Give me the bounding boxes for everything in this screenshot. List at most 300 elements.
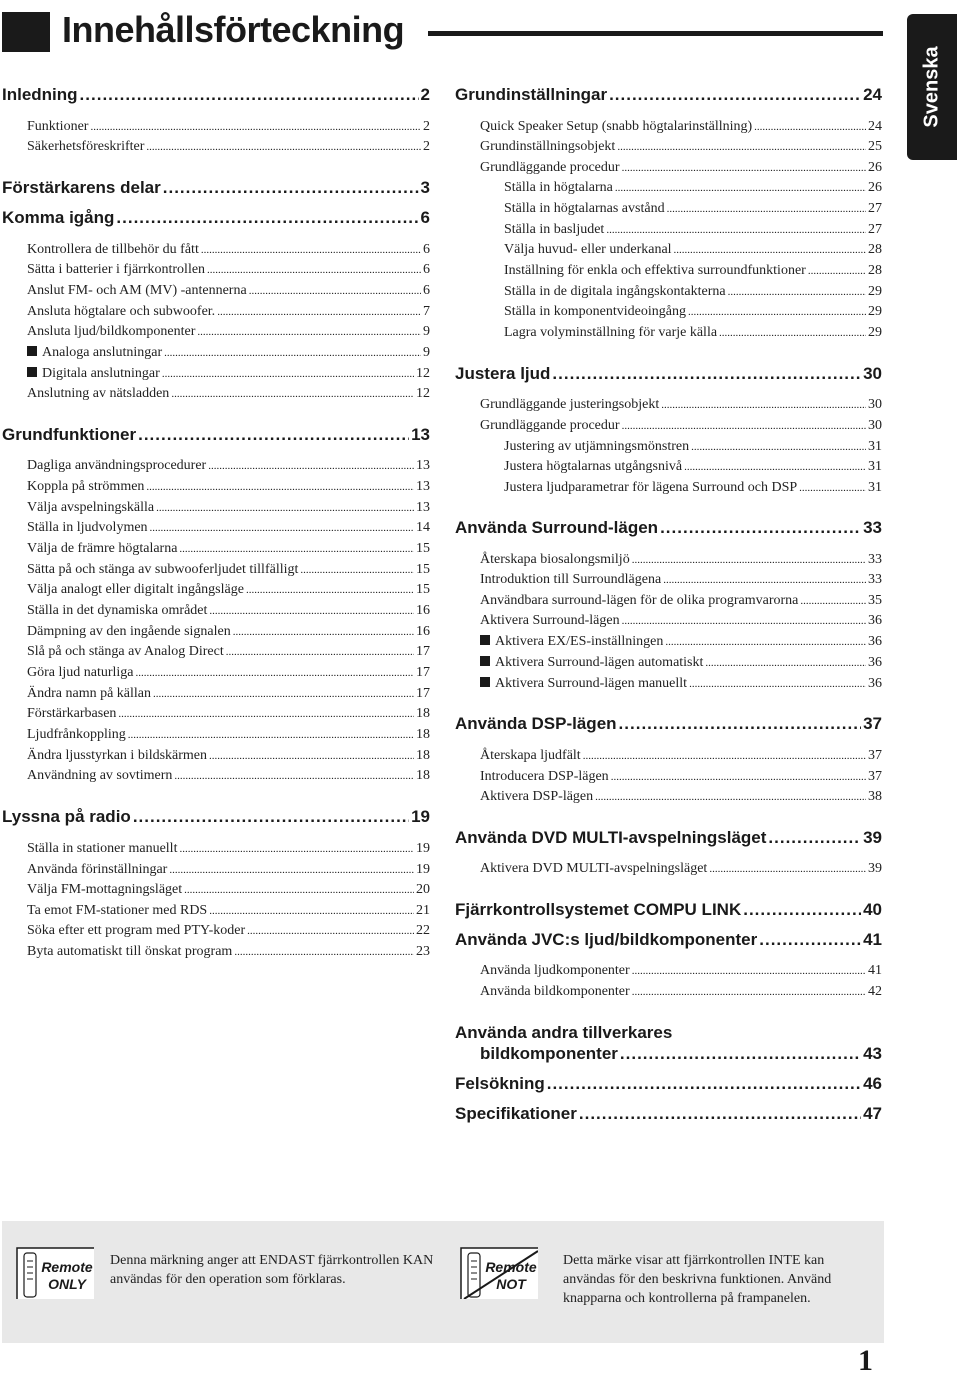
toc-entry-title: Använda andra tillverkares xyxy=(455,1023,673,1042)
toc-entry-title: Slå på och stänga av Analog Direct xyxy=(27,644,224,659)
dot-leader xyxy=(552,363,861,385)
toc-entry xyxy=(27,478,430,496)
dot-leader xyxy=(179,840,414,858)
dot-leader xyxy=(595,788,866,806)
toc-entry-page: 16 xyxy=(416,603,430,618)
toc-entry xyxy=(480,788,882,806)
toc-section-heading xyxy=(455,1073,882,1095)
remote-not-text: Detta märke visar att fjärrkontrollen INTE kan användas för den beskrivna funktionen. Använd knapparna och kontrollerna på frampanelen. xyxy=(563,1253,832,1306)
toc-entry-page: 33 xyxy=(868,552,882,567)
dot-leader xyxy=(197,323,421,341)
toc-section-heading xyxy=(455,713,882,735)
toc-entry-page: 29 xyxy=(868,325,882,340)
dot-leader xyxy=(201,241,421,259)
toc-section-heading xyxy=(2,177,430,199)
toc-entry-page: 9 xyxy=(423,324,430,339)
dot-leader xyxy=(620,1043,861,1065)
dot-leader xyxy=(156,499,414,517)
toc-entry-page: 19 xyxy=(416,862,430,877)
toc-entry-title: Ställa in högtalarna xyxy=(504,180,613,195)
toc-section-heading xyxy=(455,1103,882,1125)
dot-leader xyxy=(768,827,861,849)
dot-leader xyxy=(688,303,866,321)
toc-section-heading xyxy=(2,207,430,229)
toc-entry xyxy=(27,767,430,785)
dot-leader xyxy=(622,612,866,630)
toc-entry-title: bildkomponenter xyxy=(480,1044,618,1063)
bullet-square-icon xyxy=(480,677,490,687)
toc-entry-page: 2 xyxy=(420,85,430,104)
toc-entry-page: 15 xyxy=(416,582,430,597)
toc-entry-page: 6 xyxy=(420,208,430,227)
toc-entry-page: 25 xyxy=(868,139,882,154)
toc-entry-title: Ställa in högtalarnas avstånd xyxy=(504,201,665,216)
toc-entry-title: Förstärkarbasen xyxy=(27,706,117,721)
dot-leader xyxy=(622,159,866,177)
page-number: 1 xyxy=(858,1344,873,1377)
dot-leader xyxy=(171,385,414,403)
toc-entry-title: Kontrollera de tillbehör du fått xyxy=(27,242,199,257)
dot-leader xyxy=(759,929,861,951)
language-tab xyxy=(907,14,957,160)
toc-entry-title: Använda ljudkomponenter xyxy=(480,963,630,978)
toc-entry-title: Göra ljud naturliga xyxy=(27,665,134,680)
toc-entry xyxy=(480,983,882,1001)
toc-entry xyxy=(504,324,882,342)
dot-leader xyxy=(619,713,862,735)
toc-entry xyxy=(480,551,882,569)
toc-entry-title: Söka efter ett program med PTY-koder xyxy=(27,923,246,938)
toc-entry-page: 28 xyxy=(868,242,882,257)
dot-leader xyxy=(80,84,419,106)
toc-entry-title: Justera ljudparametrar för lägena Surround och DSP xyxy=(504,480,798,495)
toc-entry-page: 17 xyxy=(416,686,430,701)
toc-entry-title: Sätta på och stänga av subwooferljudet tillfälligt xyxy=(27,562,299,577)
toc-entry xyxy=(480,860,882,878)
toc-entry-page: 37 xyxy=(868,748,882,763)
toc-entry-title: Ljudfrånkoppling xyxy=(27,727,126,742)
toc-entry xyxy=(27,519,430,537)
bullet-square-icon xyxy=(27,367,37,377)
toc-entry-page: 41 xyxy=(863,930,882,949)
dot-leader xyxy=(808,262,866,280)
dot-leader xyxy=(674,241,866,259)
toc-entry-page: 16 xyxy=(416,624,430,639)
toc-entry-page: 9 xyxy=(423,345,430,360)
toc-section-heading xyxy=(455,517,882,539)
toc-entry-page: 21 xyxy=(416,903,430,918)
toc-entry xyxy=(504,262,882,280)
toc-entry xyxy=(27,581,430,599)
dot-leader xyxy=(153,685,414,703)
toc-entry xyxy=(504,303,882,321)
remote-only-icon xyxy=(16,1247,94,1299)
toc-entry-title: Använda bildkomponenter xyxy=(480,984,630,999)
toc-entry-title: Dämpning av den ingående signalen xyxy=(27,624,231,639)
dot-leader xyxy=(163,177,419,199)
toc-entry xyxy=(27,902,430,920)
dot-leader xyxy=(632,551,866,569)
dot-leader xyxy=(632,962,866,980)
toc-entry-page: 27 xyxy=(868,222,882,237)
toc-entry xyxy=(27,747,430,765)
dot-leader xyxy=(150,519,414,537)
toc-entry-title: Specifikationer xyxy=(455,1104,577,1123)
toc-entry-title: Grundinställningsobjekt xyxy=(480,139,616,154)
toc-entry-title: Lagra volyminställning för varje källa xyxy=(504,325,718,340)
remote-only-icon-line2: ONLY xyxy=(48,1276,86,1292)
toc-section-heading xyxy=(455,1022,882,1044)
toc-entry-page: 30 xyxy=(863,364,882,383)
toc-entry xyxy=(504,458,882,476)
toc-entry-title: Grundläggande procedur xyxy=(480,160,620,175)
toc-entry xyxy=(480,747,882,765)
dot-leader xyxy=(179,540,414,558)
bullet-square-icon xyxy=(480,635,490,645)
toc-entry-title: Använda Surround-lägen xyxy=(455,518,659,537)
toc-entry-page: 2 xyxy=(423,139,430,154)
toc-section-heading xyxy=(455,827,882,849)
toc-entry xyxy=(27,705,430,723)
toc-entry-title: Grundläggande procedur xyxy=(480,418,620,433)
dot-leader xyxy=(146,478,414,496)
toc-entry-page: 33 xyxy=(863,518,882,537)
toc-entry-title: Koppla på strömmen xyxy=(27,479,145,494)
dot-leader xyxy=(547,1073,861,1095)
toc-entry-page: 41 xyxy=(868,963,882,978)
toc-entry xyxy=(27,726,430,744)
toc-entry-page: 2 xyxy=(423,119,430,134)
toc-entry-page: 31 xyxy=(868,459,882,474)
dot-leader xyxy=(118,705,414,723)
dot-leader xyxy=(133,806,409,828)
toc-section-heading xyxy=(480,1043,882,1065)
toc-entry-page: 13 xyxy=(416,479,430,494)
dot-leader xyxy=(705,654,866,672)
remote-not-icon xyxy=(460,1247,538,1299)
toc-entry xyxy=(480,118,882,136)
dot-leader xyxy=(728,283,866,301)
toc-entry-page: 15 xyxy=(416,541,430,556)
toc-entry-page: 36 xyxy=(868,676,882,691)
toc-entry-page: 12 xyxy=(416,366,430,381)
dot-leader xyxy=(138,424,409,446)
toc-entry-title: Användbara surround-lägen för de olika programvarorna xyxy=(480,593,799,608)
toc-entry-title: Felsökning xyxy=(455,1074,545,1093)
toc-entry-title: Ställa in det dynamiska området xyxy=(27,603,208,618)
toc-entry-page: 36 xyxy=(868,634,882,649)
toc-entry-page: 23 xyxy=(416,944,430,959)
toc-entry-title: Använda förinställningar xyxy=(27,862,168,877)
toc-entry xyxy=(27,118,430,136)
dot-leader xyxy=(632,983,866,1001)
toc-entry-page: 35 xyxy=(868,593,882,608)
toc-entry xyxy=(27,457,430,475)
toc-entry xyxy=(27,561,430,579)
toc-section-heading xyxy=(455,84,882,106)
toc-entry-page: 12 xyxy=(416,386,430,401)
toc-entry xyxy=(27,344,430,362)
toc-entry xyxy=(480,654,882,672)
dot-leader xyxy=(208,457,414,475)
toc-entry xyxy=(27,664,430,682)
toc-entry-page: 6 xyxy=(423,242,430,257)
toc-entry-page: 31 xyxy=(868,480,882,495)
toc-entry xyxy=(27,499,430,517)
toc-entry-title: Lyssna på radio xyxy=(2,807,131,826)
toc-entry-page: 24 xyxy=(868,119,882,134)
dot-leader xyxy=(667,200,866,218)
toc-entry-title: Ändra ljusstyrkan i bildskärmen xyxy=(27,748,208,763)
toc-section-heading xyxy=(455,929,882,951)
toc-entry xyxy=(480,962,882,980)
toc-entry-title: Justering av utjämningsmönstren xyxy=(504,439,690,454)
toc-entry-page: 42 xyxy=(868,984,882,999)
toc-entry xyxy=(27,241,430,259)
toc-entry-page: 19 xyxy=(416,841,430,856)
toc-entry-title: Grundläggande justeringsobjekt xyxy=(480,397,660,412)
toc-entry-page: 20 xyxy=(416,882,430,897)
toc-entry xyxy=(504,438,882,456)
toc-entry-page: 18 xyxy=(416,748,430,763)
toc-entry-page: 13 xyxy=(411,425,430,444)
dot-leader xyxy=(609,84,861,106)
toc-entry-page: 43 xyxy=(863,1044,882,1063)
toc-entry-title: Ställa in de digitala ingångskontakterna xyxy=(504,284,726,299)
dot-leader xyxy=(249,282,421,300)
toc-entry-title: Välja FM-mottagningsläget xyxy=(27,882,183,897)
toc-entry-page: 14 xyxy=(416,520,430,535)
bullet-square-icon xyxy=(27,346,37,356)
dot-leader xyxy=(615,179,866,197)
toc-entry-page: 28 xyxy=(868,263,882,278)
toc-entry-title: Ställa in stationer manuellt xyxy=(27,841,178,856)
toc-entry-title: Säkerhetsföreskrifter xyxy=(27,139,145,154)
toc-entry xyxy=(504,221,882,239)
toc-entry-page: 6 xyxy=(423,262,430,277)
toc-entry-title: Ansluta högtalare och subwoofer. xyxy=(27,304,216,319)
dot-leader xyxy=(246,581,414,599)
toc-entry xyxy=(27,385,430,403)
dot-leader xyxy=(233,623,414,641)
toc-entry-title: Aktivera Surround-lägen xyxy=(480,613,620,628)
toc-entry-page: 37 xyxy=(863,714,882,733)
toc-entry xyxy=(27,922,430,940)
dot-leader xyxy=(661,396,866,414)
header-square xyxy=(2,12,50,52)
toc-entry-title: Sätta i batterier i fjärrkontrollen xyxy=(27,262,206,277)
toc-entry-page: 19 xyxy=(411,807,430,826)
toc-entry xyxy=(480,138,882,156)
toc-entry xyxy=(504,200,882,218)
dot-leader xyxy=(719,324,866,342)
page-title: Innehållsförteckning xyxy=(62,9,405,50)
toc-entry-page: 13 xyxy=(416,458,430,473)
toc-entry-title: Grundinställningar xyxy=(455,85,608,104)
toc-entry-page: 3 xyxy=(420,178,430,197)
dot-leader xyxy=(606,221,866,239)
toc-entry xyxy=(504,283,882,301)
dot-leader xyxy=(209,902,414,920)
dot-leader xyxy=(300,561,414,579)
toc-entry-page: 30 xyxy=(868,418,882,433)
toc-entry-page: 47 xyxy=(863,1104,882,1123)
toc-entry xyxy=(480,675,882,693)
dot-leader xyxy=(128,726,414,744)
toc-entry-title: Välja analogt eller digitalt ingångsläge xyxy=(27,582,244,597)
toc-entry-page: 13 xyxy=(416,500,430,515)
dot-leader xyxy=(660,517,861,539)
toc-entry xyxy=(27,840,430,858)
toc-entry-title: Inledning xyxy=(2,85,78,104)
toc-entry xyxy=(504,241,882,259)
remote-not-icon-line1: Remote xyxy=(485,1259,537,1275)
toc-entry-page: 40 xyxy=(863,900,882,919)
toc-entry-title: Ställa in ljudvolymen xyxy=(27,520,148,535)
toc-entry-page: 27 xyxy=(868,201,882,216)
toc-entry-page: 39 xyxy=(863,828,882,847)
toc-entry xyxy=(27,323,430,341)
toc-entry-title: Byta automatiskt till önskat program xyxy=(27,944,233,959)
toc-entry xyxy=(27,643,430,661)
toc-entry xyxy=(480,768,882,786)
dot-leader xyxy=(754,118,866,136)
toc-entry-title: Ta emot FM-stationer med RDS xyxy=(27,903,208,918)
title-rule xyxy=(428,31,883,36)
toc-entry-title: Introduktion till Surroundlägena xyxy=(480,572,662,587)
toc-entry-page: 7 xyxy=(423,304,430,319)
toc-entry-title: Använda DSP-lägen xyxy=(455,714,617,733)
toc-entry-title: Grundfunktioner xyxy=(2,425,137,444)
toc-entry-title: Justera ljud xyxy=(455,364,551,383)
remote-not-icon-line2: NOT xyxy=(496,1276,526,1292)
toc-entry xyxy=(480,396,882,414)
toc-entry-title: Användning av sovtimern xyxy=(27,768,173,783)
toc-entry xyxy=(480,612,882,630)
toc-entry-title: Analoga anslutningar xyxy=(42,345,163,360)
toc-entry-title: Ställa in komponentvideoingång xyxy=(504,304,686,319)
dot-leader xyxy=(799,479,866,497)
toc-entry-title: Återskapa ljudfält xyxy=(480,748,581,763)
toc-entry-title: Inställning för enkla och effektiva surroundfunktioner xyxy=(504,263,806,278)
toc-entry xyxy=(27,943,430,961)
toc-entry xyxy=(27,623,430,641)
toc-entry xyxy=(27,138,430,156)
dot-leader xyxy=(684,458,866,476)
toc-entry-title: Funktioner xyxy=(27,119,89,134)
toc-entry-title: Aktivera DSP-lägen xyxy=(480,789,594,804)
dot-leader xyxy=(579,1103,861,1125)
dot-leader xyxy=(174,767,414,785)
toc-entry-title: Aktivera EX/ES-inställningen xyxy=(495,634,664,649)
toc-entry-title: Ändra namn på källan xyxy=(27,686,152,701)
toc-entry-title: Välja huvud- eller underkanal xyxy=(504,242,672,257)
toc-entry xyxy=(27,685,430,703)
toc-entry-title: Fjärrkontrollsystemet COMPU LINK xyxy=(455,900,742,919)
toc-entry-page: 36 xyxy=(868,655,882,670)
toc-entry-title: Ställa in basljudet xyxy=(504,222,605,237)
dot-leader xyxy=(617,138,866,156)
toc-entry-title: Använda DVD MULTI-avspelningsläget xyxy=(455,828,767,847)
toc-entry-title: Aktivera DVD MULTI-avspelningsläget xyxy=(480,861,708,876)
toc-entry-page: 18 xyxy=(416,727,430,742)
toc-entry-page: 18 xyxy=(416,768,430,783)
toc-entry xyxy=(480,633,882,651)
toc-entry-page: 39 xyxy=(868,861,882,876)
toc-entry-page: 15 xyxy=(416,562,430,577)
toc-entry-title: Anslut FM- och AM (MV) -antennerna xyxy=(27,283,247,298)
bullet-square-icon xyxy=(480,656,490,666)
dot-leader xyxy=(622,417,866,435)
toc-entry-page: 33 xyxy=(868,572,882,587)
dot-leader xyxy=(611,768,866,786)
toc-entry xyxy=(27,365,430,383)
toc-entry-title: Justera högtalarnas utgångsnivå xyxy=(504,459,683,474)
dot-leader xyxy=(247,922,414,940)
toc-entry-title: Anslutning av nätsladden xyxy=(27,386,170,401)
remote-only-icon-line1: Remote xyxy=(41,1259,93,1275)
toc-entry-title: Använda JVC:s ljud/bildkomponenter xyxy=(455,930,758,949)
dot-leader xyxy=(743,899,861,921)
toc-entry xyxy=(27,261,430,279)
toc-entry-title: Quick Speaker Setup (snabb högtalarinställning) xyxy=(480,119,753,134)
dot-leader xyxy=(164,344,421,362)
toc-entry-title: Digitala anslutningar xyxy=(42,366,160,381)
dot-leader xyxy=(663,571,866,589)
toc-entry-title: Välja avspelningskälla xyxy=(27,500,155,515)
toc-entry xyxy=(480,159,882,177)
toc-entry xyxy=(504,479,882,497)
toc-section-heading xyxy=(2,424,430,446)
remote-only-text: Denna märkning anger att ENDAST fjärrkontrollen KAN användas för den operation som förklaras. xyxy=(110,1253,434,1287)
toc-entry-page: 18 xyxy=(416,706,430,721)
toc-entry-title: Introducera DSP-lägen xyxy=(480,769,609,784)
toc-entry-page: 36 xyxy=(868,613,882,628)
toc-entry-page: 26 xyxy=(868,160,882,175)
dot-leader xyxy=(665,633,866,651)
toc-entry xyxy=(27,282,430,300)
toc-entry-page: 30 xyxy=(868,397,882,412)
toc-entry-page: 24 xyxy=(863,85,882,104)
toc-entry xyxy=(480,417,882,435)
dot-leader xyxy=(207,261,421,279)
toc-entry-title: Välja de främre högtalarna xyxy=(27,541,178,556)
toc-section-heading xyxy=(2,806,430,828)
toc-entry-page: 29 xyxy=(868,284,882,299)
toc-entry-page: 37 xyxy=(868,769,882,784)
toc-entry-title: Aktivera Surround-lägen manuellt xyxy=(495,676,688,691)
toc-entry xyxy=(27,881,430,899)
dot-leader xyxy=(234,943,414,961)
toc-entry-title: Dagliga användningsprocedurer xyxy=(27,458,207,473)
dot-leader xyxy=(583,747,866,765)
dot-leader xyxy=(800,592,866,610)
dot-leader xyxy=(709,860,866,878)
dot-leader xyxy=(90,118,421,136)
toc-entry-title: Komma igång xyxy=(2,208,115,227)
dot-leader xyxy=(169,861,414,879)
toc-entry-title: Återskapa biosalongsmiljö xyxy=(480,552,630,567)
toc-entry xyxy=(27,602,430,620)
toc-entry-page: 6 xyxy=(423,283,430,298)
dot-leader xyxy=(184,881,414,899)
toc-entry-title: Ansluta ljud/bildkomponenter xyxy=(27,324,196,339)
toc-entry xyxy=(480,571,882,589)
toc-section-heading xyxy=(455,363,882,385)
dot-leader xyxy=(689,675,866,693)
toc-entry-title: Aktivera Surround-lägen automatiskt xyxy=(495,655,704,670)
toc-entry-page: 17 xyxy=(416,644,430,659)
